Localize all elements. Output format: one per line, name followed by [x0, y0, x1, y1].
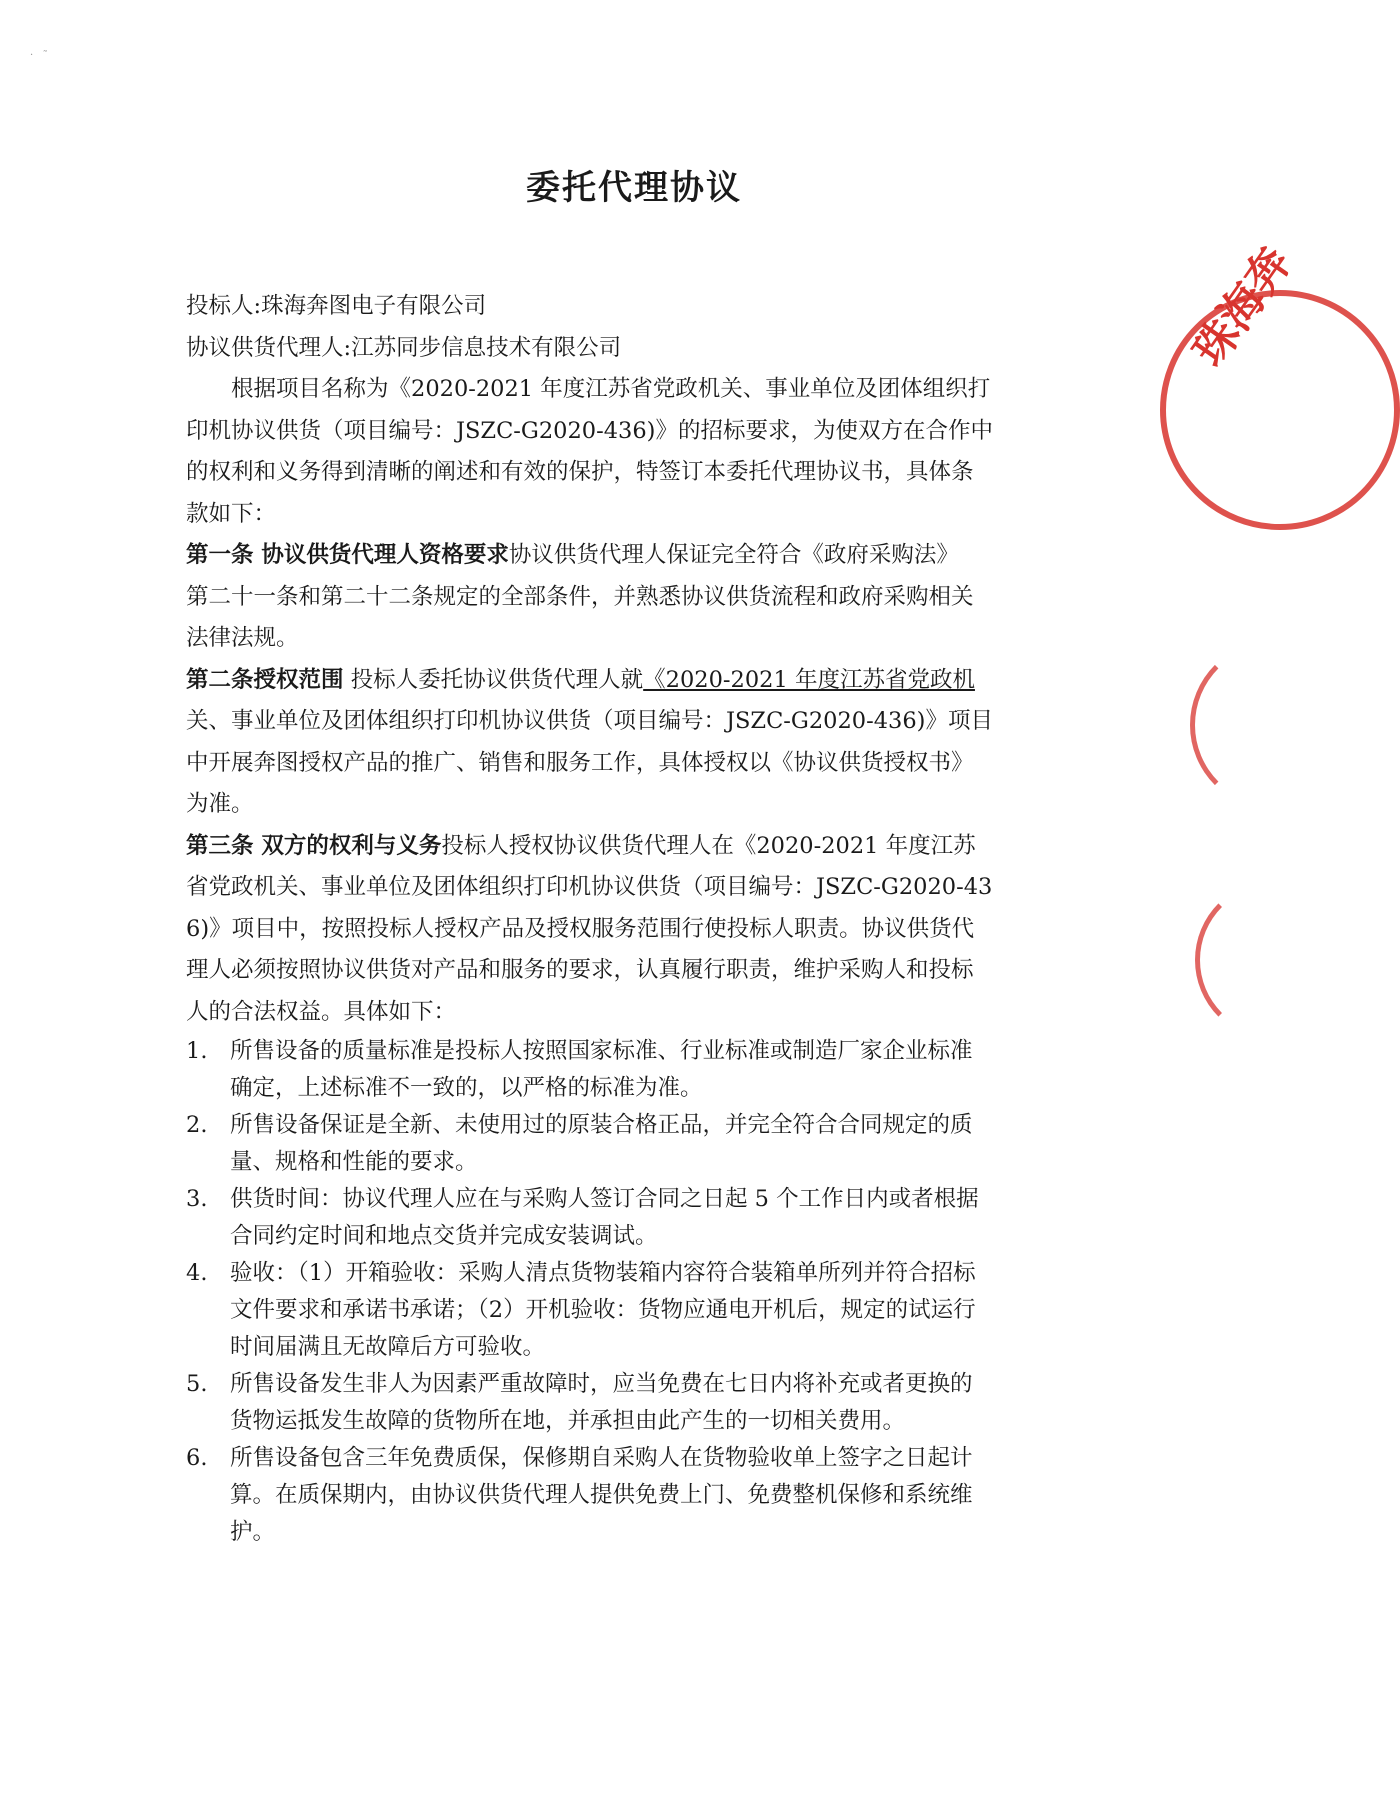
list-item-number: 1. — [186, 1038, 208, 1064]
list-item-line: 所售设备的质量标准是投标人按照国家标准、行业标准或制造厂家企业标准 — [230, 1038, 973, 1064]
clause-2 — [186, 660, 1076, 826]
document-body — [186, 286, 1076, 1551]
seal-fragment-icon — [1190, 640, 1360, 810]
obligation-list — [186, 1033, 1076, 1551]
intro-paragraph — [186, 369, 1076, 535]
list-item — [186, 1366, 1076, 1440]
list-item-line: 量、规格和性能的要求。 — [230, 1149, 478, 1175]
clause-1 — [186, 535, 1076, 660]
list-item-line: 时间届满且无故障后方可验收。 — [230, 1334, 546, 1360]
intro-line: 印机协议供货（项目编号：JSZC-G2020-436)》的招标要求，为使双方在合作中 — [186, 417, 993, 444]
list-item-line: 护。 — [230, 1519, 276, 1545]
list-item-line: 所售设备发生非人为因素严重故障时，应当免费在七日内将补充或者更换的 — [230, 1371, 973, 1397]
clause-1-line: 法律法规。 — [186, 625, 299, 651]
list-item-line: 合同约定时间和地点交货并完成安装调试。 — [230, 1223, 658, 1249]
clause-3-heading: 第三条 双方的权利与义务 — [186, 832, 442, 859]
list-item-number: 3. — [186, 1186, 208, 1212]
list-item-line: 确定，上述标准不一致的，以严格的标准为准。 — [230, 1075, 703, 1101]
clause-2-underlined-text: 《2020-2021 年度江苏省党政机 — [643, 666, 975, 693]
list-item — [186, 1107, 1076, 1181]
clause-3-line: 人的合法权益。具体如下： — [186, 998, 457, 1025]
list-item-line: 验收：（1）开箱验收：采购人清点货物装箱内容符合装箱单所列并符合招标 — [230, 1260, 976, 1286]
list-item-number: 2. — [186, 1112, 208, 1138]
list-item-number: 6. — [186, 1445, 208, 1471]
list-item — [186, 1255, 1076, 1366]
clause-2-line: 中开展奔图授权产品的推广、销售和服务工作，具体授权以《协议供货授权书》 — [186, 749, 974, 776]
list-item — [186, 1033, 1076, 1107]
list-item-line: 所售设备保证是全新、未使用过的原装合格正品，并完全符合合同规定的质 — [230, 1112, 973, 1138]
list-item-number: 5. — [186, 1371, 208, 1397]
scan-marks: · ˜ — [30, 50, 48, 61]
list-item-number: 4. — [186, 1260, 208, 1286]
clause-2-line: 关、事业单位及团体组织打印机协议供货（项目编号：JSZC-G2020-436)》项目 — [186, 708, 993, 734]
list-item-line: 算。在质保期内，由协议供货代理人提供免费上门、免费整机保修和系统维 — [230, 1482, 973, 1508]
clause-3-line: 省党政机关、事业单位及团体组织打印机协议供货（项目编号：JSZC-G2020-43 — [186, 874, 993, 900]
seal-fragment-icon — [1195, 880, 1355, 1040]
intro-line: 的权利和义务得到清晰的阐述和有效的保护，特签订本委托代理协议书，具体条 — [186, 459, 974, 485]
list-item — [186, 1181, 1076, 1255]
intro-line: 款如下： — [186, 500, 277, 527]
clause-3 — [186, 826, 1076, 1034]
clause-1-text: 协议供货代理人保证完全符合《政府采购法》 — [508, 542, 959, 568]
clause-3-line: 6)》项目中，按照投标人授权产品及授权服务范围行使投标人职责。协议供货代 — [186, 915, 975, 942]
clause-1-line: 第二十一条和第二十二条规定的全部条件，并熟悉协议供货流程和政府采购相关 — [186, 583, 974, 610]
clause-1-heading: 第一条 协议供货代理人资格要求 — [186, 542, 509, 568]
list-item-line: 文件要求和承诺书承诺；（2）开机验收：货物应通电开机后，规定的试运行 — [230, 1297, 976, 1323]
list-item-line: 所售设备包含三年免费质保，保修期自采购人在货物验收单上签字之日起计 — [230, 1445, 973, 1471]
clause-3-text: 投标人授权协议供货代理人在《2020-2021 年度江苏 — [441, 832, 976, 859]
intro-line: 根据项目名称为《2020-2021 年度江苏省党政机关、事业单位及团体组织打 — [231, 376, 991, 402]
clause-2-heading: 第二条授权范围 — [186, 666, 344, 693]
list-item-line: 供货时间：协议代理人应在与采购人签订合同之日起 5 个工作日内或者根据 — [230, 1186, 979, 1212]
clause-2-text: 投标人委托协议供货代理人就 — [343, 666, 644, 693]
bidder-line: 投标人:珠海奔图电子有限公司 — [186, 293, 487, 319]
agent-line: 协议供货代理人:江苏同步信息技术有限公司 — [186, 334, 622, 361]
clause-3-line: 理人必须按照协议供货对产品和服务的要求，认真履行职责，维护采购人和投标 — [186, 957, 974, 983]
list-item-line: 货物运抵发生故障的货物所在地，并承担由此产生的一切相关费用。 — [230, 1408, 906, 1434]
list-item — [186, 1440, 1076, 1551]
clause-2-line: 为准。 — [186, 791, 254, 817]
document-title: 委托代理协议 — [526, 168, 742, 208]
company-seal-text: 珠海奔 — [1184, 238, 1302, 376]
